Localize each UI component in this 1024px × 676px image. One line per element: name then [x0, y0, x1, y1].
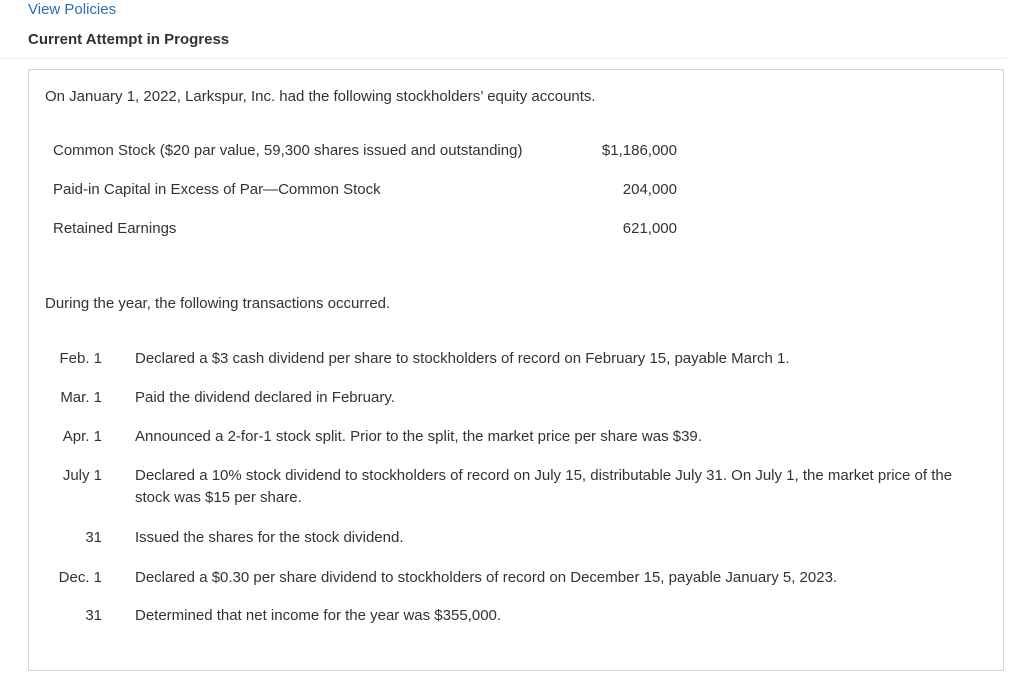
transaction-date: Mar. 1	[60, 389, 102, 406]
transaction-date: Dec. 1	[58, 569, 102, 586]
header-strip	[0, 0, 1006, 59]
transaction-description: Issued the shares for the stock dividend.	[135, 529, 404, 546]
problem-intro: On January 1, 2022, Larkspur, Inc. had the following stockholders’ equity accounts.	[45, 88, 596, 105]
view-policies-link[interactable]: View Policies	[28, 1, 117, 18]
transaction-date: Apr. 1	[62, 428, 102, 445]
account-amount: 621,000	[622, 220, 677, 237]
account-label: Retained Earnings	[53, 220, 177, 237]
transaction-description: Announced a 2-for-1 stock split. Prior to the split, the market price per share was $39.	[135, 428, 702, 445]
transaction-description: Declared a $0.30 per share dividend to stockholders of record on December 15, payable January 5, 2023.	[135, 569, 838, 586]
account-amount: 204,000	[622, 181, 677, 198]
transaction-date: Feb. 1	[59, 350, 102, 367]
transactions-intro: During the year, the following transactions occurred.	[45, 295, 391, 312]
equity-account-row	[53, 181, 677, 201]
equity-account-row	[53, 142, 677, 162]
attempt-status-heading: Current Attempt in Progress	[28, 31, 230, 48]
account-amount: $1,186,000	[601, 142, 677, 159]
account-label: Common Stock ($20 par value, 59,300 shares issued and outstanding)	[53, 142, 523, 159]
transaction-description: Declared a 10% stock dividend to stockholders of record on July 15, distributable July 31. On July 1, the market price of the stock was $15 per share.	[135, 467, 953, 506]
account-label: Paid-in Capital in Excess of Par—Common Stock	[53, 181, 381, 198]
transaction-date: July 1	[62, 467, 102, 484]
question-panel	[28, 69, 1004, 671]
transaction-date: 31	[85, 529, 102, 546]
transaction-date: 31	[85, 607, 102, 624]
transaction-description: Paid the dividend declared in February.	[135, 389, 395, 406]
transaction-description: Determined that net income for the year was $355,000.	[135, 607, 502, 624]
transaction-description: Declared a $3 cash dividend per share to stockholders of record on February 15, payable March 1.	[135, 350, 790, 367]
equity-account-row	[53, 220, 677, 240]
